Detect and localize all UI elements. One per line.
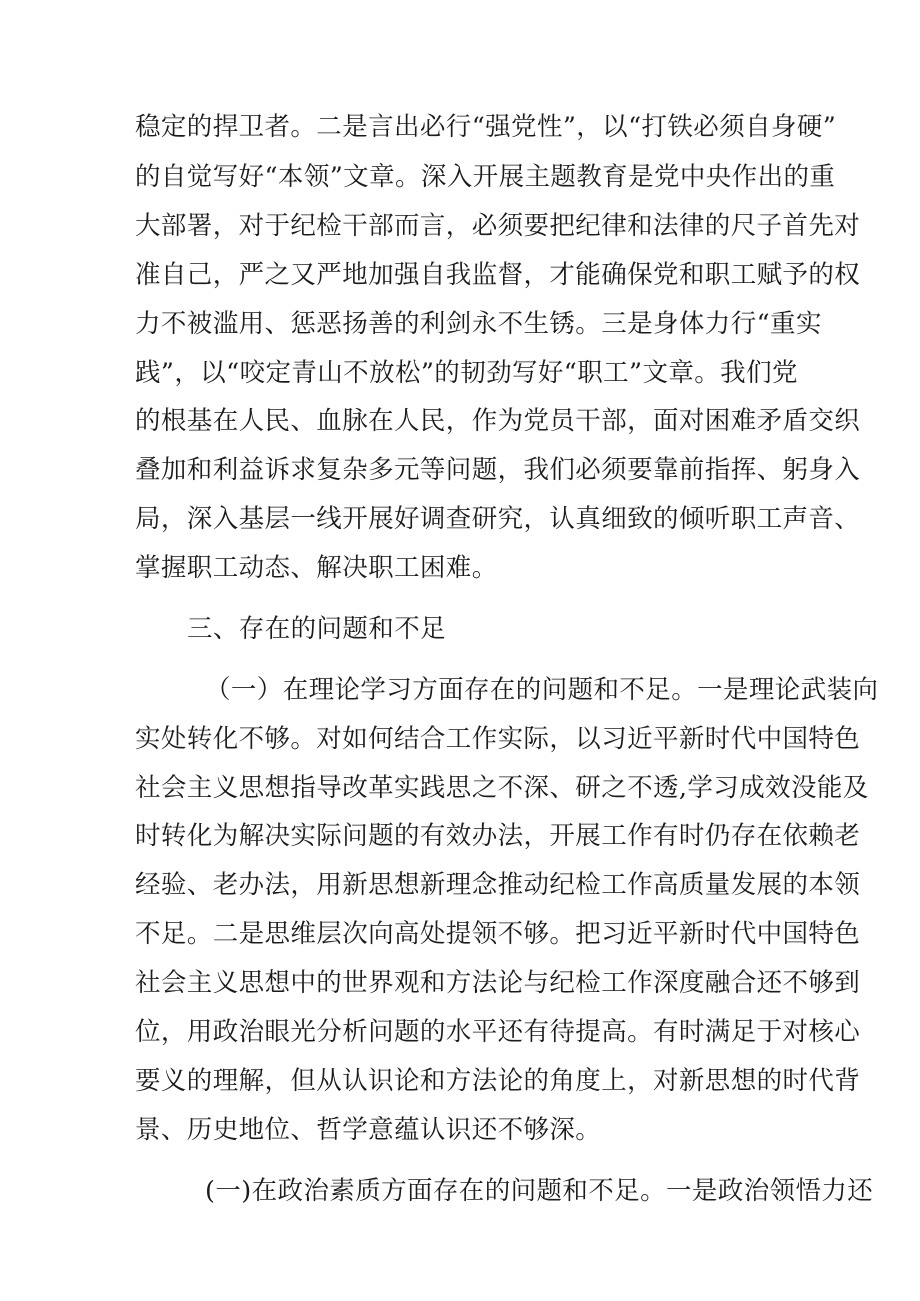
paragraph-line: 实处转化不够。对如何结合工作实际，以习近平新时代中国特色 [135, 724, 861, 754]
paragraph-line: 稳定的捍卫者。二是言出必行“强党性”，以“打铁必须自身硬” [135, 112, 837, 142]
paragraph-line: 社会主义思想中的世界观和方法论与纪检工作深度融合还不够到 [135, 968, 861, 998]
paragraph-line: 叠加和利益诉求复杂多元等问题，我们必须要靠前指挥、躬身入 [135, 455, 861, 485]
paragraph-line: (一)在政治素质方面存在的问题和不足。一是政治领悟力还 [205, 1176, 874, 1206]
paragraph-line: 不足。二是思维层次向高处提领不够。把习近平新时代中国特色 [135, 919, 861, 949]
paragraph-line: 力不被滥用、惩恶扬善的利剑永不生锈。三是身体力行“重实 [135, 309, 822, 339]
paragraph-line: 掌握职工动态、解决职工困难。 [135, 553, 498, 583]
paragraph-line: （一）在理论学习方面存在的问题和不足。一是理论武装向 [205, 675, 879, 705]
paragraph-line: 准自己，严之又严地加强自我监督，才能确保党和职工赋予的权 [135, 260, 861, 290]
paragraph-line: 的根基在人民、血脉在人民，作为党员干部，面对困难矛盾交织 [135, 406, 861, 436]
paragraph-line: 局，深入基层一线开展好调查研究，认真细致的倾听职工声音、 [135, 504, 861, 534]
paragraph-line: 时转化为解决实际问题的有效办法，开展工作有时仍存在依赖老 [135, 821, 861, 851]
paragraph-line: 要义的理解，但从认识论和方法论的角度上，对新思想的时代背 [135, 1066, 861, 1096]
paragraph-line: 景、历史地位、哲学意蕴认识还不够深。 [135, 1115, 602, 1145]
paragraph-line: 社会主义思想指导改革实践思之不深、研之不透,学习成效没能及 [135, 773, 869, 803]
paragraph-line: 的自觉写好“本领”文章。深入开展主题教育是党中央作出的重 [135, 162, 836, 192]
paragraph-line: 践”，以“咬定青山不放松”的韧劲写好“职工”文章。我们党 [135, 358, 798, 388]
paragraph-line: 大部署，对于纪检干部而言，必须要把纪律和法律的尺子首先对 [135, 211, 861, 241]
section-heading: 三、存在的问题和不足 [187, 614, 447, 644]
paragraph-line: 经验、老办法，用新思想新理念推动纪检工作高质量发展的本领 [135, 870, 861, 900]
paragraph-line: 位，用政治眼光分析问题的水平还有待提高。有时满足于对核心 [135, 1017, 861, 1047]
